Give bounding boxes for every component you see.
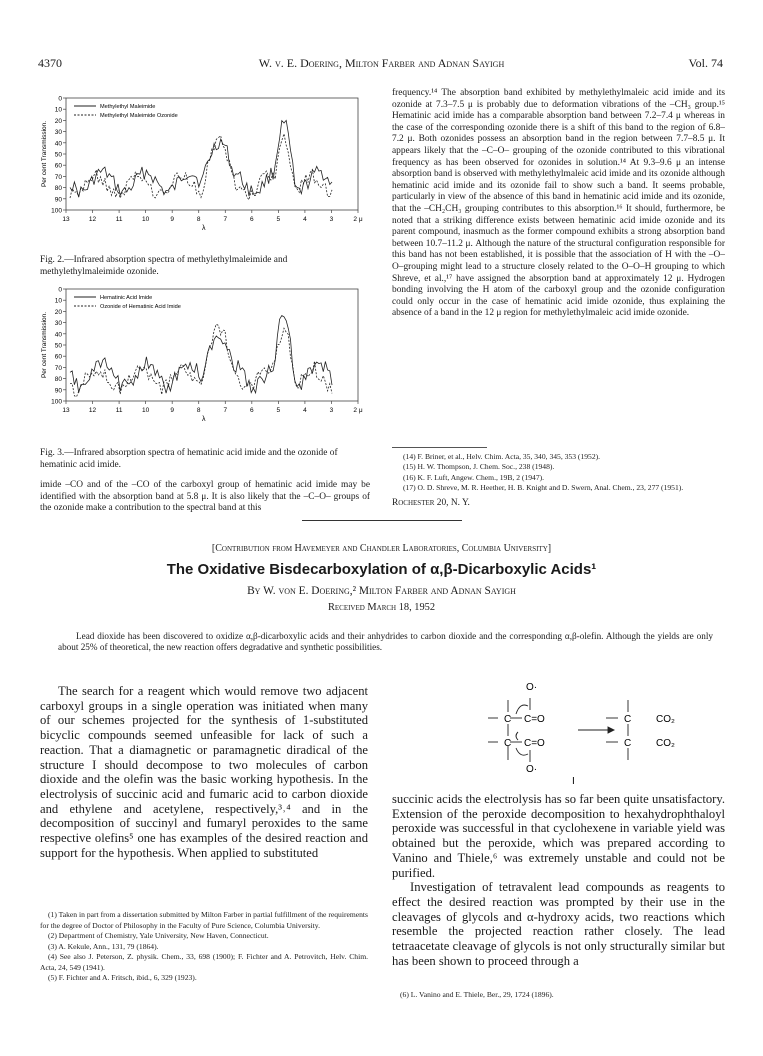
x-tick-label: 4 (303, 216, 307, 223)
footnote-right (392, 990, 725, 1001)
x-tick-label: 9 (170, 407, 174, 414)
byline: By W. von E. Doering,² Milton Farber and Adnan Sayigh (247, 585, 516, 597)
structure-c-eq-o-bottom: C=O (524, 738, 545, 749)
y-tick-label: 60 (54, 162, 62, 170)
footnote-divider (392, 447, 487, 448)
x-tick-label: 3 (329, 216, 334, 223)
x-tick-label: 10 (142, 407, 150, 414)
structure-label: I (572, 776, 575, 787)
footnote: (1) Taken in part from a dissertation submitted by Milton Farber in partial fulfillment of the requirements for the degree of Doctor of Philosophy in the Faculty of Pure Science, Columbia University. (40, 910, 368, 930)
footnote: (6) L. Vanino and E. Thiele, Ber., 29, 1724 (1896). (400, 990, 554, 999)
x-tick-label: 12 (88, 407, 97, 414)
y-tick-label: 70 (54, 364, 62, 372)
structure-I (470, 676, 710, 788)
legend-label: Ozonide of Hematinic Acid Imide (100, 304, 181, 311)
x-tick-label: 11 (115, 407, 123, 414)
figure-3-caption: Fig. 3.—Infrared absorption spectra of hematinic acid imide and the ozonide of hematinic acid imide. (40, 448, 338, 470)
y-axis-label: Per cent Transmission. (41, 311, 48, 379)
figure-2-caption: Fig. 2.—Infrared absorption spectra of methylethylmaleimide and methylethylmaleimide ozonide. (40, 255, 288, 277)
page-number: 4370 (38, 56, 62, 70)
y-tick-label: 80 (54, 376, 62, 384)
x-tick-label: 12 (88, 216, 97, 223)
x-tick-label: 2 μ (353, 216, 363, 223)
y-tick-label: 90 (54, 387, 62, 395)
y-tick-label: 100 (51, 398, 62, 406)
footnotes-top (403, 452, 725, 494)
volume: Vol. 74 (688, 56, 723, 70)
structure-c: C (504, 714, 512, 725)
structure-co2-top: CO₂ (656, 714, 675, 725)
y-tick-label: 100 (51, 207, 62, 215)
legend-label: Methylethyl Maleimide Ozonide (100, 113, 178, 120)
y-tick-label: 40 (54, 331, 62, 339)
structure-o-bottom: O· (526, 764, 538, 775)
x-axis-label: λ (202, 416, 206, 423)
received-date: Received March 18, 1952 (327, 602, 436, 613)
article-title: The Oxidative Bisdecarboxylation of α,β-Dicarboxylic Acids¹ (166, 561, 597, 578)
article-separator (302, 520, 462, 521)
figure-3-spectrum (38, 283, 373, 443)
footnote: (15) H. W. Thompson, J. Chem. Soc., 238 (1948). (403, 462, 555, 472)
x-tick-label: 7 (223, 216, 228, 223)
y-tick-label: 10 (54, 106, 62, 114)
footnote: (5) F. Fichter and A. Fritsch, ibid., 6, 329 (1923). (48, 973, 197, 982)
y-tick-label: 30 (54, 320, 62, 328)
x-tick-label: 13 (62, 216, 70, 223)
y-tick-label: 70 (54, 173, 62, 181)
body-right: succinic acids the electrolysis has so far been quite unsatisfactory. Extension of the peroxide decomposition to hexahydrophthaloyl peroxide was successful in that cyclohexene in variable yield was obtained but the peroxide, which was prepared according to Vanino and Thiele,⁶ was extremely unstable and could not be purified. Investigation of tetravalent lead compounds as reagents to effect the desired reaction was prompted by their use in the cleavages of glycols and α-hydroxy acids, two reactions which resemble the projected reaction rather closely. The lead tetraacetate cleavage of glycols is not only structurally similar but has been shown to proceed through a (392, 792, 725, 968)
x-tick-label: 7 (223, 407, 228, 414)
abstract: Lead dioxide has been discovered to oxidize α,β-dicarboxylic acids and their anhydrides to carbon dioxide and the corresponding α,β-olefin. Although the yields are only about 25% of theoretical, the new reaction offers degradative and synthetic possibilities. (58, 631, 713, 653)
body-left: The search for a reagent which would remove two adjacent carboxyl groups in a single operation was initiated when many of our schemes projected for the synthesis of 1-substituted bicyclic compounds seemed unfeasible for lack of such a reaction. That a diamagnetic or paramagnetic diradical of the structure I should decompose to two molecules of carbon dioxide and the olefin was the basic working hypothesis. In the electrolysis of succinic acid and fumaric acid to carbon dioxide and ethylene and acetylene, respectively,³˒⁴ and in the decomposition of succinyl and fumaryl peroxides to the same respective olefins⁵ one has examples of the desired reaction and support for the hypothesis. When applied to substituted (40, 684, 368, 860)
x-tick-label: 3 (329, 407, 334, 414)
right-column-text: frequency.¹⁴ The absorption band exhibited by methylethylmaleic acid imide and its ozonide at 7.3–7.5 μ is probably due to deformation vibrations of the –CH₃ group.¹⁵ Hematinic acid imide has a comparable absorption band between 7.2–7.4 μ whereas in the case of the corresponding ozonide there is a shift of this band to the region of 6.8–7.2 μ. Both ozonides possess an absorption band in the region between 7.7–8.5 μ. It appears likely that the –C–O– grouping of the ozonide contributed to this vibrational frequency as has been observed for ozonides in solution.¹⁴ At 9.3–9.6 μ an intense absorption band is observed with methylethylmaleic acid imide and its ozonide although hematinic acid imide and its ozonide fail to show such a band. It seems probable, particularly in view of the absence of this band in hematinic acid imide and its ozonide, that the –CH₂CH₃ grouping contributes to this absorption.¹⁶ It should, furthermore, be noted that a striking difference exists between hematinic acid imide ozonide and its parent compound, inasmuch as the former compound exhibits a strong absorption band between 10.7–11.2 μ. Although the nature of the structural configuration responsible for this band has not been established, it is possible that the association of H with the –O–O–grouping might lead to a structure closely related to the O–O–H grouping to which Shreve, et al.,¹⁷ have assigned the absorption band at approximately 12 μ. Hydrogen bonding involving the H atom of the carboxyl group and the ozonide configuration could only occur in the case of hematinic acid imide ozonide, thus explaining the absence of a band in the 12 μ region for methylethylmaleic acid imide ozonide. (392, 88, 725, 319)
y-tick-label: 10 (54, 297, 62, 305)
footnote: (16) K. F. Luft, Angew. Chem., 19B, 2 (1947). (403, 472, 545, 482)
x-axis-label: λ (202, 225, 206, 232)
y-tick-label: 50 (54, 151, 62, 159)
x-tick-label: 5 (276, 407, 281, 414)
footnote: (2) Department of Chemistry, Yale University, New Haven, Connecticut. (48, 931, 269, 940)
running-title: W. v. E. Doering, Milton Farber and Adnan Sayigh (258, 56, 505, 70)
spectrum-trace (70, 316, 332, 394)
footnote: (14) F. Briner, et al., Helv. Chim. Acta, 35, 340, 345, 353 (1952). (403, 452, 601, 461)
x-tick-label: 8 (196, 407, 201, 414)
structure-co2-bottom: CO₂ (656, 738, 675, 749)
y-tick-label: 60 (54, 353, 62, 361)
left-column-text: imide –CO and of the –CO of the carboxyl group of hematinic acid imide may be identified with the absorption band at 5.8 μ. It is also likely that the –C–O– groups of the ozonide make a contribution to the spectral band at this (40, 480, 370, 514)
y-tick-label: 50 (54, 342, 62, 350)
x-tick-label: 5 (276, 216, 281, 223)
y-tick-label: 20 (54, 308, 62, 316)
x-tick-label: 10 (142, 216, 150, 223)
x-tick-label: 8 (196, 216, 201, 223)
spectrum-trace (70, 134, 332, 200)
y-tick-label: 90 (54, 196, 62, 204)
y-tick-label: 20 (54, 117, 62, 125)
structure-c: C (504, 738, 512, 749)
x-tick-label: 6 (250, 407, 254, 414)
structure-c-eq-o-top: C=O (524, 714, 545, 725)
y-tick-label: 40 (54, 140, 62, 148)
structure-c: C (624, 738, 632, 749)
y-tick-label: 30 (54, 129, 62, 137)
footnotes-left (40, 910, 368, 984)
structure-c: C (624, 714, 632, 725)
y-tick-label: 80 (54, 185, 62, 193)
spectrum-trace (70, 120, 332, 197)
x-tick-label: 4 (303, 407, 307, 414)
x-tick-label: 6 (250, 216, 254, 223)
x-tick-label: 9 (170, 216, 174, 223)
x-tick-label: 13 (62, 407, 70, 414)
legend-label: Methylethyl Maleimide (100, 104, 156, 111)
address: Rochester 20, N. Y. (392, 498, 470, 508)
x-tick-label: 2 μ (353, 407, 363, 414)
spectrum-trace (70, 324, 332, 397)
y-axis-label: Per cent Transmission. (41, 120, 48, 188)
footnote: (17) O. D. Shreve, M. R. Heether, H. B. Knight and D. Swern, Anal. Chem., 23, 277 (1951). (403, 483, 684, 493)
footnote: (3) A. Kekule, Ann., 131, 79 (1864). (48, 941, 159, 951)
structure-o-top: O· (526, 682, 538, 693)
x-tick-label: 11 (115, 216, 123, 223)
contribution-line: [Contribution from Havemeyer and Chandler Laboratories, Columbia University] (211, 543, 552, 554)
footnote: (4) See also J. Peterson, Z. physik. Chem., 33, 698 (1900); F. Fichter and A. Petrovitch, Helv. Chim. Acta, 24, 549 (1941). (40, 952, 368, 972)
y-tick-label: 0 (58, 286, 62, 294)
figure-2-spectrum (38, 92, 373, 252)
legend-label: Hematinic Acid Imide (100, 295, 153, 302)
y-tick-label: 0 (58, 95, 62, 103)
